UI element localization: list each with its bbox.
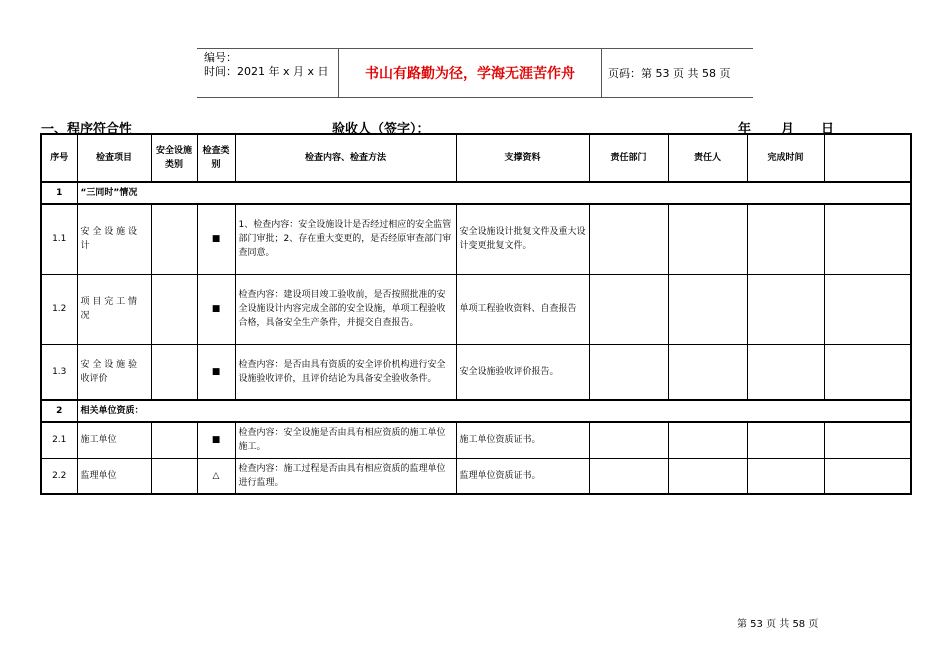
row-category bbox=[151, 204, 197, 274]
table-row bbox=[41, 458, 911, 494]
row-support: 安全设施设计批复文件及重大设计变更批复文件。 bbox=[456, 204, 589, 274]
section-title: “三同时”情况 bbox=[77, 182, 911, 204]
table-row bbox=[41, 204, 911, 274]
header-extra bbox=[824, 134, 911, 182]
row-method: 检查内容：建设项目竣工验收前，是否按照批准的安全设施设计内容完成全部的安全设施，单项工程验收合格，具备安全生产条件，并提交自查报告。 bbox=[235, 274, 456, 344]
row-person[interactable] bbox=[668, 344, 747, 400]
table-row bbox=[41, 422, 911, 458]
inspector-signature-label: 验收人（签字）： bbox=[332, 122, 430, 137]
section-row bbox=[41, 400, 911, 422]
row-person[interactable] bbox=[668, 422, 747, 458]
row-support: 安全设施验收评价报告。 bbox=[456, 344, 589, 400]
table-row bbox=[41, 274, 911, 344]
row-category bbox=[151, 458, 197, 494]
row-dept[interactable] bbox=[589, 344, 668, 400]
day-label: 日 bbox=[821, 122, 835, 137]
row-support: 单项工程验收资料、自查报告 bbox=[456, 274, 589, 344]
row-item: 安 全 设 施 验 收评价 bbox=[77, 344, 151, 400]
header-support: 支撑资料 bbox=[456, 134, 589, 182]
time-label: 时间：2021 年 x 月 x 日 bbox=[204, 65, 329, 78]
row-check-mark: ■ bbox=[197, 344, 235, 400]
row-category bbox=[151, 422, 197, 458]
row-time[interactable] bbox=[747, 344, 824, 400]
row-person[interactable] bbox=[668, 458, 747, 494]
row-method: 1、检查内容：安全设施设计是否经过相应的安全监管部门审批；2、存在重大变更的，是否经原审查部门审查同意。 bbox=[235, 204, 456, 274]
header-info-cell bbox=[197, 49, 339, 97]
row-check-mark: ■ bbox=[197, 274, 235, 344]
section-title: 相关单位资质： bbox=[77, 400, 911, 422]
row-support: 施工单位资质证书。 bbox=[456, 422, 589, 458]
header-item: 检查项目 bbox=[77, 134, 151, 182]
header-dept: 责任部门 bbox=[589, 134, 668, 182]
row-item: 监理单位 bbox=[77, 458, 151, 494]
row-no: 1.3 bbox=[41, 344, 77, 400]
table-header-row bbox=[41, 134, 911, 182]
row-dept[interactable] bbox=[589, 204, 668, 274]
row-check-mark: ■ bbox=[197, 422, 235, 458]
row-extra bbox=[824, 422, 911, 458]
row-no: 1.2 bbox=[41, 274, 77, 344]
section-no: 2 bbox=[41, 400, 77, 422]
row-time[interactable] bbox=[747, 422, 824, 458]
row-category bbox=[151, 344, 197, 400]
inspection-table bbox=[40, 133, 912, 495]
row-check-mark: △ bbox=[197, 458, 235, 494]
section-no: 1 bbox=[41, 182, 77, 204]
row-item: 安 全 设 施 设 计 bbox=[77, 204, 151, 274]
row-extra bbox=[824, 344, 911, 400]
row-category bbox=[151, 274, 197, 344]
month-label: 月 bbox=[781, 122, 795, 137]
motto: 书山有路勤为径，学海无涯苦作舟 bbox=[339, 49, 602, 97]
header-method: 检查内容、检查方法 bbox=[235, 134, 456, 182]
row-no: 2.2 bbox=[41, 458, 77, 494]
row-method: 检查内容：是否由具有资质的安全评价机构进行安全设施验收评价，且评价结论为具备安全验收条件。 bbox=[235, 344, 456, 400]
row-no: 1.1 bbox=[41, 204, 77, 274]
header-time: 完成时间 bbox=[747, 134, 824, 182]
page-footer: 第 53 页 共 58 页 bbox=[737, 619, 819, 630]
row-method: 检查内容：施工过程是否由具有相应资质的监理单位进行监理。 bbox=[235, 458, 456, 494]
section-title: 一、程序符合性 bbox=[41, 122, 133, 137]
year-label: 年 bbox=[738, 122, 752, 137]
row-dept[interactable] bbox=[589, 458, 668, 494]
row-time[interactable] bbox=[747, 204, 824, 274]
row-time[interactable] bbox=[747, 274, 824, 344]
row-no: 2.1 bbox=[41, 422, 77, 458]
row-person[interactable] bbox=[668, 204, 747, 274]
row-extra bbox=[824, 458, 911, 494]
row-item: 施工单位 bbox=[77, 422, 151, 458]
row-check-mark: ■ bbox=[197, 204, 235, 274]
page-label: 页码：第 53 页 共 58 页 bbox=[608, 67, 731, 80]
row-support: 监理单位资质证书。 bbox=[456, 458, 589, 494]
table-row bbox=[41, 344, 911, 400]
row-item: 项 目 完 工 情 况 bbox=[77, 274, 151, 344]
row-extra bbox=[824, 274, 911, 344]
document-header bbox=[197, 48, 753, 98]
header-category: 安全设施类别 bbox=[151, 134, 197, 182]
number-label: 编号： bbox=[204, 51, 237, 64]
row-time[interactable] bbox=[747, 458, 824, 494]
section-row bbox=[41, 182, 911, 204]
header-person: 责任人 bbox=[668, 134, 747, 182]
row-person[interactable] bbox=[668, 274, 747, 344]
row-method: 检查内容：安全设施是否由具有相应资质的施工单位施工。 bbox=[235, 422, 456, 458]
header-check-type: 检查类别 bbox=[197, 134, 235, 182]
header-no: 序号 bbox=[41, 134, 77, 182]
row-dept[interactable] bbox=[589, 422, 668, 458]
row-dept[interactable] bbox=[589, 274, 668, 344]
row-extra bbox=[824, 204, 911, 274]
